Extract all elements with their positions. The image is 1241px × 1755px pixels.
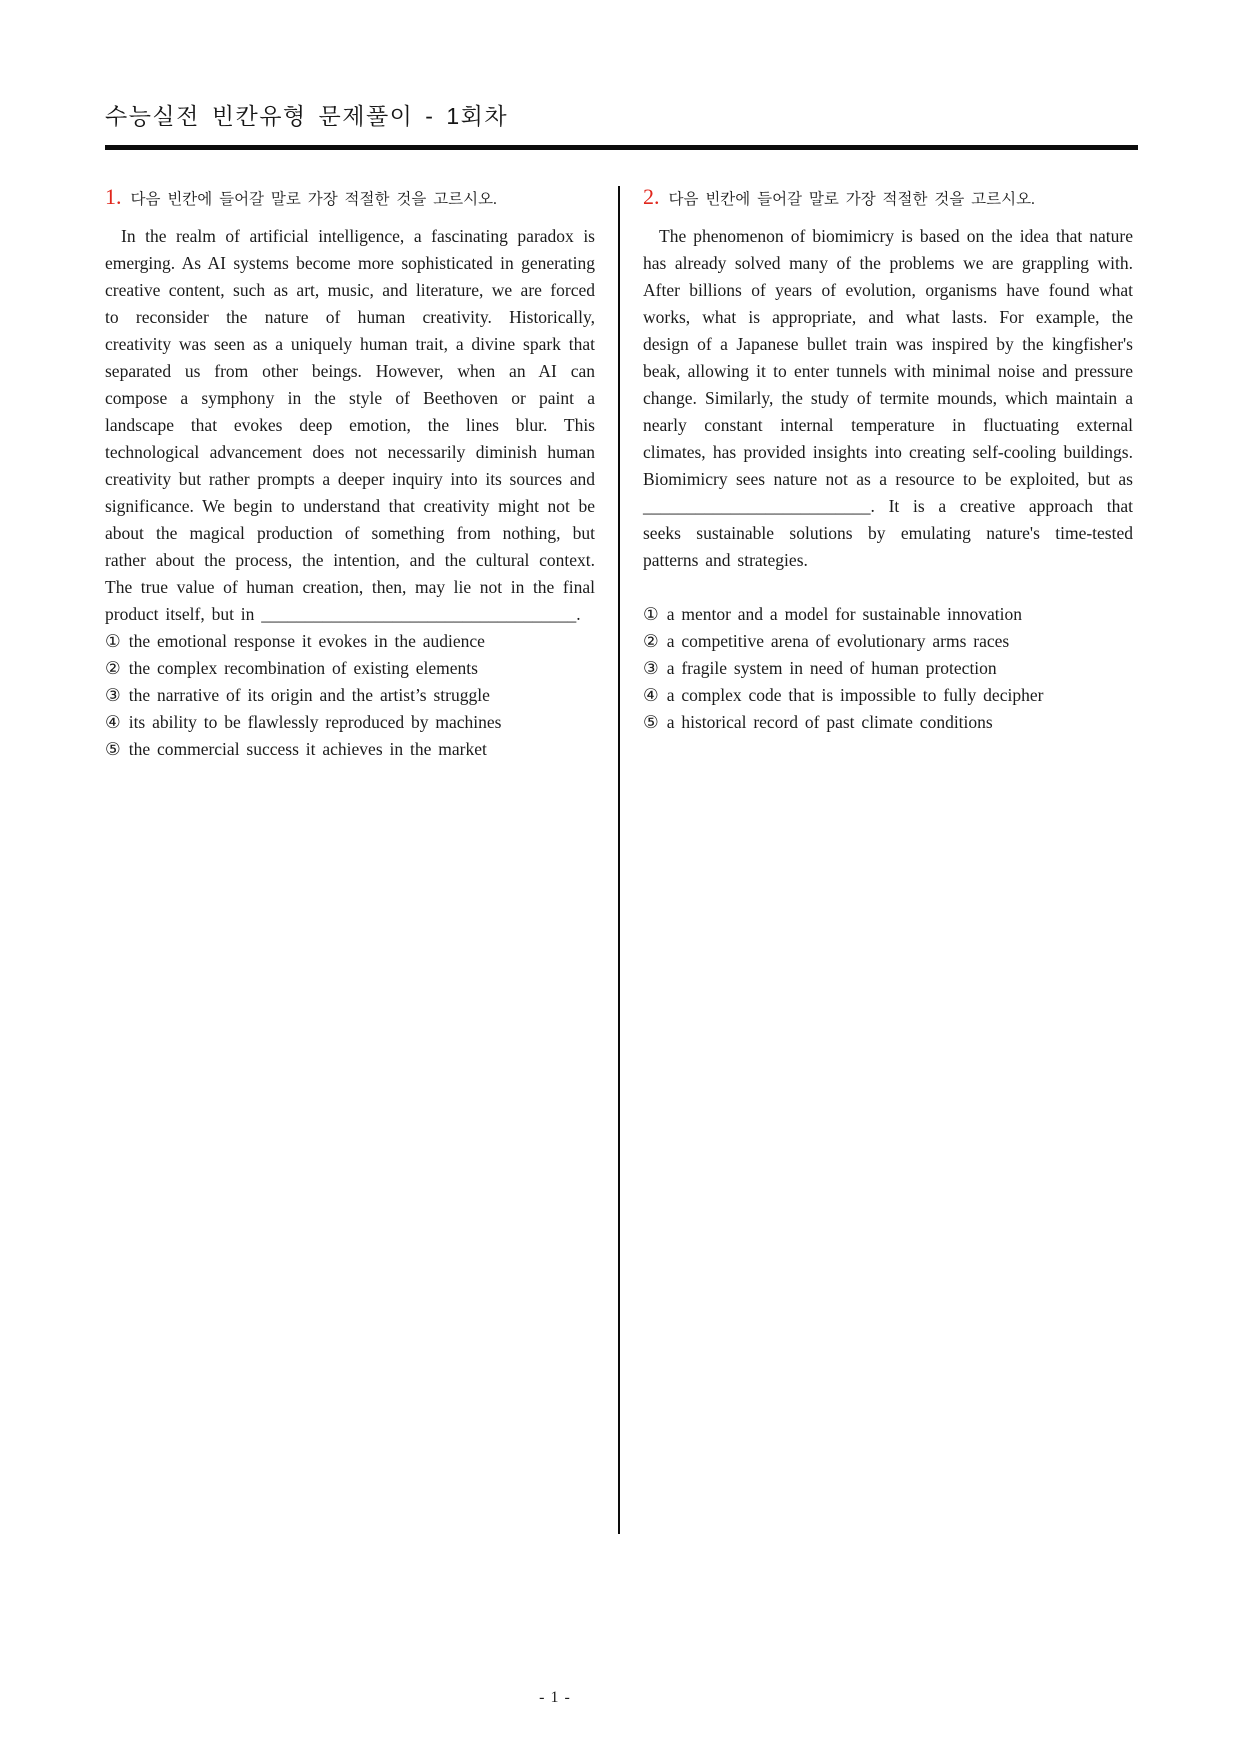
header-rule [105,145,1138,150]
question-2-option-3 [643,655,1133,682]
option-marker: ④ [643,685,659,705]
column-divider [618,186,620,1534]
option-marker: ③ [643,658,659,678]
option-marker: ② [643,631,659,651]
page-title: 수능실전 빈칸유형 문제풀이 - 1회차 [105,103,509,129]
option-text: a complex code that is impossible to fully decipher [666,685,1044,705]
question-2-option-4 [643,682,1133,709]
question-2-option-2 [643,628,1133,655]
option-text: the complex recombination of existing elements [128,658,478,678]
question-1-passage: In the realm of artificial intelligence, a fascinating paradox is emerging. As AI systems become more sophisticated in generating creative content, such as art, music, and literature, we are forced to reconsider the nature of human creativity. Historically, creativity was seen as a uniquely human trait, a divine spark that separated us from other beings. However, when an AI can compose a symphony in the style of Beethoven or paint a landscape that evokes deep emotion, the lines blur. This technological advancement does not necessarily diminish human creativity but rather prompts a deeper inquiry into its sources and significance. We begin to understand that creativity might not be about the magical production of something from nothing, but rather about the process, the intention, and the cultural context. The true value of human creation, then, may lie not in the final product itself, but in ____________________________________. [105,226,595,624]
question-1-option-4 [105,709,595,736]
question-1 [105,186,595,1534]
option-text: a fragile system in need of human protection [666,658,997,678]
question-1-options [105,628,595,763]
question-1-option-2 [105,655,595,682]
question-2-option-1 [643,601,1133,628]
option-marker: ① [105,631,121,651]
question-2 [643,186,1133,1534]
option-text: a competitive arena of evolutionary arms races [666,631,1010,651]
question-2-option-5 [643,709,1133,736]
question-1-number: 1. [105,184,122,209]
question-2-header [643,186,1133,209]
option-text: the commercial success it achieves in the market [128,739,487,759]
question-1-option-5 [105,736,595,763]
question-1-header [105,186,595,209]
option-marker: ④ [105,712,121,732]
question-2-passage: The phenomenon of biomimicry is based on the idea that nature has already solved many of the problems we are grappling with. After billions of years of evolution, organisms have found what works, what is appropriate, and what lasts. For example, the design of a Japanese bullet train was inspired by the kingfisher's beak, allowing it to enter tunnels with minimal noise and pressure change. Similarly, the study of termite mounds, which maintain a nearly constant internal temperature in fluctuating external climates, has provided insights into creating self-cooling buildings. Biomimicry sees nature not as a resource to be exploited, but as __________________________. It is a creative approach that seeks sustainable solutions by emulating nature's time-tested patterns and strategies. [643,226,1133,570]
question-2-number: 2. [643,184,660,209]
option-text: its ability to be flawlessly reproduced by machines [128,712,502,732]
question-1-prompt: 다음 빈칸에 들어갈 말로 가장 적절한 것을 고르시오. [130,191,497,208]
option-text: the emotional response it evokes in the audience [128,631,485,651]
option-text: the narrative of its origin and the artist’s struggle [128,685,490,705]
page-number: - 1 - [539,1689,571,1706]
option-text: a mentor and a model for sustainable innovation [666,604,1022,624]
question-1-option-1 [105,628,595,655]
two-column-layout [105,186,1138,1534]
option-marker: ① [643,604,659,624]
option-marker: ⑤ [643,712,659,732]
option-marker: ⑤ [105,739,121,759]
page-header [105,98,1138,150]
page-footer [0,1689,1110,1707]
question-1-option-3 [105,682,595,709]
question-2-prompt: 다음 빈칸에 들어갈 말로 가장 적절한 것을 고르시오. [668,191,1035,208]
option-marker: ② [105,658,121,678]
option-text: a historical record of past climate conditions [666,712,993,732]
option-marker: ③ [105,685,121,705]
question-2-options [643,601,1133,736]
